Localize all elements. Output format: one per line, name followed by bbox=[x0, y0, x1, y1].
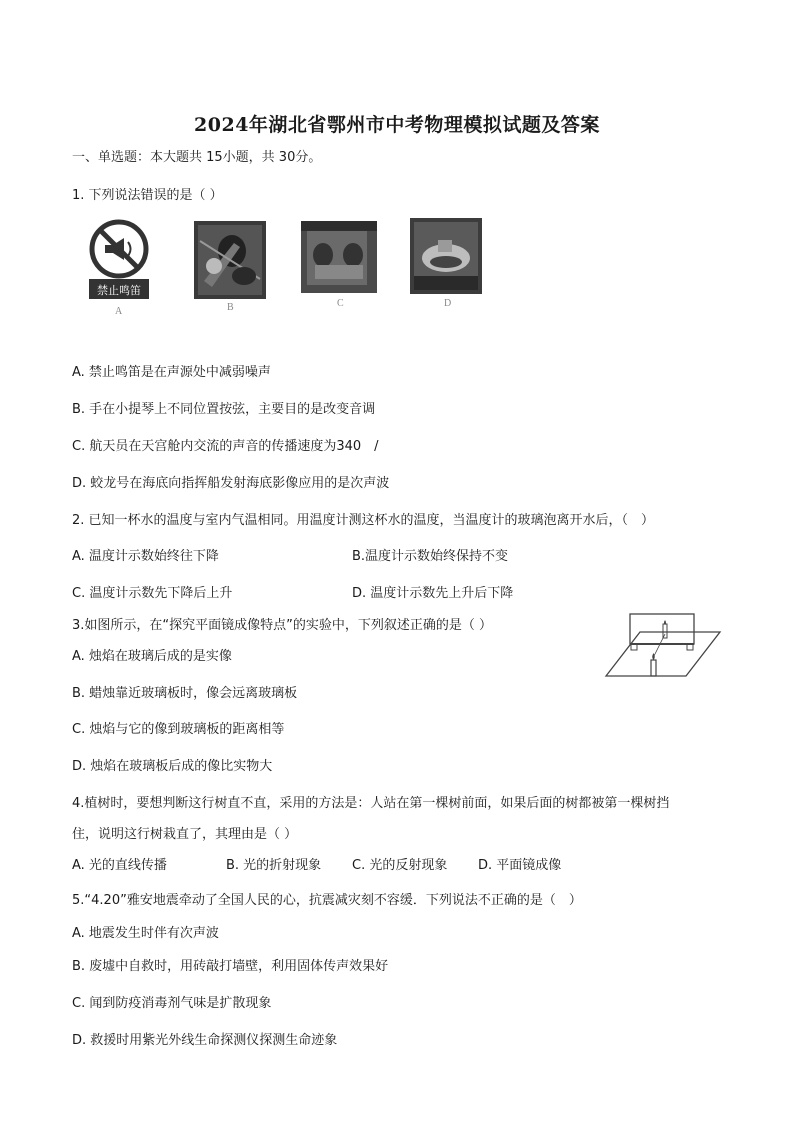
q5-option-b: B. 废墟中自救时，用砖敲打墙壁，利用固体传声效果好 bbox=[72, 959, 389, 974]
caption-b: B bbox=[227, 302, 234, 313]
q3-option-c: C. 烛焰与它的像到玻璃板的距离相等 bbox=[72, 722, 285, 737]
violin-photo-image bbox=[194, 221, 266, 299]
spacecraft-photo-image bbox=[301, 221, 377, 293]
q4-option-b: B. 光的折射现象 bbox=[226, 858, 322, 873]
q4-option-a: A. 光的直线传播 bbox=[72, 858, 167, 873]
no-horn-sign-text: 禁止鸣笛 bbox=[97, 284, 141, 297]
q4-stem-line2: 住，说明这行树栽直了，其理由是（ ） bbox=[72, 827, 298, 842]
q4-option-c: C. 光的反射现象 bbox=[352, 858, 448, 873]
q3-option-d: D. 烛焰在玻璃板后成的像比实物大 bbox=[72, 759, 273, 774]
q1-option-a: A. 禁止鸣笛是在声源处中减弱噪声 bbox=[72, 365, 271, 380]
no-horn-sign-image bbox=[86, 215, 152, 305]
section-heading: 一、单选题：本大题共 15小题，共 30分。 bbox=[72, 150, 322, 165]
q2-option-d: D. 温度计示数先上升后下降 bbox=[352, 586, 514, 601]
q5-option-a: A. 地震发生时伴有次声波 bbox=[72, 926, 219, 941]
q1-option-c: C. 航天员在天宫舱内交流的声音的传播速度为340 / bbox=[72, 439, 379, 454]
submersible-photo-image bbox=[410, 218, 482, 294]
q3-option-b: B. 蜡烛靠近玻璃板时，像会远离玻璃板 bbox=[72, 686, 298, 701]
q2-stem: 2. 已知一杯水的温度与室内气温相同。用温度计测这杯水的温度，当温度计的玻璃泡离开水后，（ ） bbox=[72, 513, 655, 528]
q5-option-d: D. 救援时用紫光外线生命探测仪探测生命迹象 bbox=[72, 1033, 338, 1048]
q2-option-c: C. 温度计示数先下降后上升 bbox=[72, 586, 233, 601]
q1-option-d: D. 蛟龙号在海底向指挥船发射海底影像应用的是次声波 bbox=[72, 476, 390, 491]
plane-mirror-diagram bbox=[604, 608, 722, 680]
q3-stem: 3.如图所示，在“探究平面镜成像特点”的实验中，下列叙述正确的是（ ） bbox=[72, 618, 493, 633]
page-title: 2024年湖北省鄂州市中考物理模拟试题及答案 bbox=[194, 114, 600, 136]
q4-option-d: D. 平面镜成像 bbox=[478, 858, 562, 873]
q5-option-c: C. 闻到防疫消毒剂气味是扩散现象 bbox=[72, 996, 272, 1011]
q4-stem-line1: 4.植树时，要想判断这行树直不直，采用的方法是：人站在第一棵树前面，如果后面的树都被第一棵树挡 bbox=[72, 796, 670, 811]
q1-stem: 1. 下列说法错误的是（ ） bbox=[72, 188, 223, 203]
caption-d: D bbox=[444, 298, 452, 309]
caption-c: C bbox=[337, 298, 344, 309]
q2-option-a: A. 温度计示数始终往下降 bbox=[72, 549, 219, 564]
q2-option-b: B.温度计示数始终保持不变 bbox=[352, 549, 509, 564]
q3-option-a: A. 烛焰在玻璃后成的是实像 bbox=[72, 649, 232, 664]
q1-option-b: B. 手在小提琴上不同位置按弦，主要目的是改变音调 bbox=[72, 402, 376, 417]
caption-a: A bbox=[115, 306, 123, 317]
q5-stem: 5.“4.20”雅安地震牵动了全国人民的心，抗震减灾刻不容缓．下列说法不正确的是（ ） bbox=[72, 893, 582, 908]
